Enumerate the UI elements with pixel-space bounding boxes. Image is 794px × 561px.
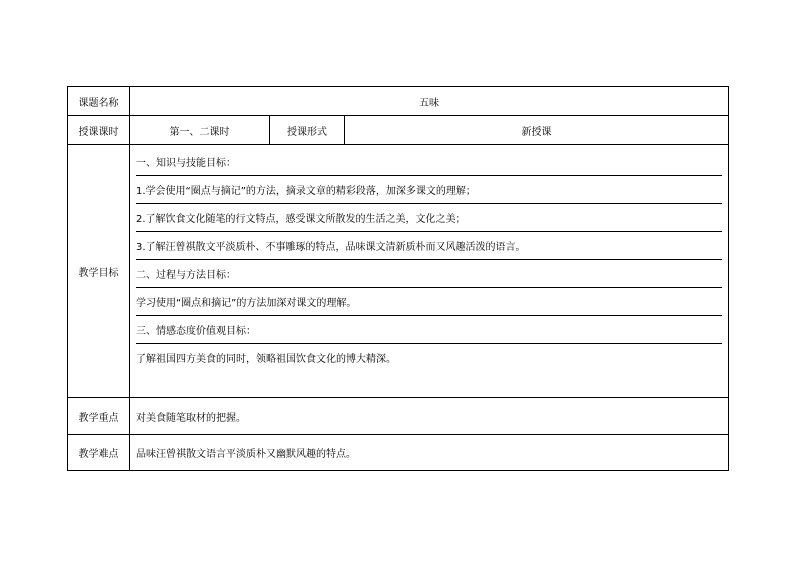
- goals-content: [130, 145, 729, 398]
- difficulty-value: 品味汪曾祺散文语言平淡质朴又幽默风趣的特点。: [130, 435, 729, 471]
- goal-item-attitude: 了解祖国四方美食的同时，领略祖国饮食文化的博大精深。: [136, 354, 396, 365]
- goal-item-3: 3.了解汪曾祺散文平淡质朴、不事雕琢的特点，品味课文清新质朴而又风趣活泼的语言。: [136, 237, 722, 260]
- time-label: 授课课时: [68, 116, 130, 145]
- difficulty-label: 教学难点: [68, 435, 130, 471]
- goal-heading-knowledge: 一、知识与技能目标：: [136, 153, 722, 176]
- time-row: [68, 116, 729, 145]
- key-point-label: 教学重点: [68, 398, 130, 435]
- key-point-row: [68, 398, 729, 435]
- goal-item-1: 1.学会使用“圈点与摘记”的方法，摘录文章的精彩段落，加深多课文的理解；: [136, 181, 722, 204]
- time-value: 第一、二课时: [130, 116, 270, 145]
- lesson-title: 五味: [130, 87, 729, 116]
- goals-label: 教学目标: [68, 145, 130, 398]
- goal-heading-process: 二、过程与方法目标：: [136, 265, 722, 288]
- difficulty-row: [68, 435, 729, 471]
- lesson-plan-table: [67, 86, 729, 471]
- title-row: [68, 87, 729, 116]
- title-label: 课题名称: [68, 87, 130, 116]
- form-value: 新授课: [345, 116, 729, 145]
- form-label: 授课形式: [270, 116, 345, 145]
- goal-heading-attitude: 三、情感态度价值观目标：: [136, 321, 722, 344]
- key-point-value: 对美食随笔取材的把握。: [130, 398, 729, 435]
- goals-row: [68, 145, 729, 398]
- goal-item-process: 学习使用“圈点和摘记”的方法加深对课文的理解。: [136, 293, 722, 316]
- goal-item-2: 2.了解饮食文化随笔的行文特点，感受课文所散发的生活之美，文化之美；: [136, 209, 722, 232]
